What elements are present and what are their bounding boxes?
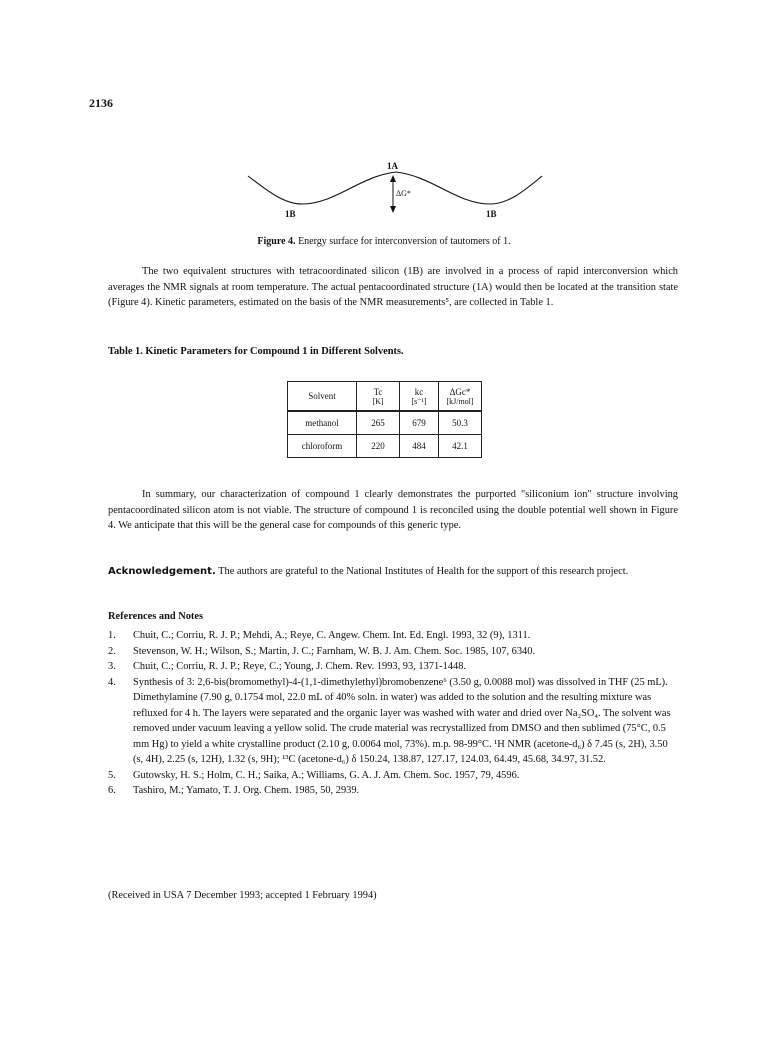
reference-number: 4. <box>108 676 116 688</box>
reference-number: 6. <box>108 785 116 796</box>
figure-label-1a: 1A <box>387 161 398 171</box>
received-note: (Received in USA 7 December 1993; accepted 1 February 1994) <box>108 890 377 901</box>
table-cell: 220 <box>357 435 400 458</box>
figure-caption-label: Figure 4. <box>257 236 296 247</box>
table-cell: methanol <box>288 411 357 435</box>
table-cell: 265 <box>357 411 400 435</box>
table-cell: 484 <box>400 435 439 458</box>
reference-number: 5. <box>108 769 116 781</box>
references-heading: References and Notes <box>108 611 204 622</box>
reference-item <box>108 628 678 644</box>
figure-label-delta-g: ΔG* <box>396 189 411 198</box>
reference-text: Synthesis of 3: 2,6-bis(bromomethyl)-4-(1,1-dimethylethyl)bromobenzene⁶ (3.50 g, 0.0088 mol) was dissolved in THF (25 mL). Dimethylamine (7.90 g, 0.1754 mol, 22.0 mL of 40% soln. in water) was added to the solution and the resulting mixture was refluxed for 4 h. The layers were separated and the organic layer was washed with water and dried over Na₂SO₄. The solvent was removed under vacuum leaving a yellow solid. The crude material was recrystallized from DMSO and then sublimed (75°C, 0.5 mm Hg) to yield a white crystalline product (2.10 g, 0.0064 mol, 73%). m.p. 98-99°C. ¹H NMR (acetone-d₆) δ 7.45 (s, 2H), 3.50 (s, 4H), 2.25 (s, 12H), 1.32 (s, 9H); ¹³C (acetone-d₆) δ 150.24, 138.87, 127.17, 124.03, 64.49, 45.68, 34.97, 31.52. <box>133 676 671 765</box>
reference-item <box>108 675 678 768</box>
delta-g-arrow-head-down <box>390 206 396 213</box>
figure-caption-text: Energy surface for interconversion of tautomers of 1. <box>295 236 511 247</box>
table-cell: 679 <box>400 411 439 435</box>
reference-item <box>108 768 678 784</box>
reference-text: Tashiro, M.; Yamato, T. J. Org. Chem. 1985, 50, 2939. <box>133 785 360 796</box>
acknowledgement-text: The authors are grateful to the National Institutes of Health for the support of this research project. <box>215 566 629 577</box>
figure-label-1b-right: 1B <box>486 209 497 219</box>
header-tc: Tc [K] <box>357 382 400 412</box>
acknowledgement <box>108 564 678 580</box>
energy-surface-figure <box>240 158 550 228</box>
table-cell: 42.1 <box>439 435 482 458</box>
reference-text: Stevenson, W. H.; Wilson, S.; Martin, J. C.; Farnham, W. B. J. Am. Chem. Soc. 1985, 107, 6340. <box>133 645 536 657</box>
energy-curve <box>248 172 542 204</box>
reference-number: 2. <box>108 645 116 657</box>
figure-caption <box>0 236 768 247</box>
reference-number: 3. <box>108 661 116 672</box>
table-title: Table 1. Kinetic Parameters for Compound 1 in Different Solvents. <box>108 346 404 357</box>
acknowledgement-label: Acknowledgement. <box>108 566 216 577</box>
reference-text: Gutowsky, H. S.; Holm, C. H.; Saika, A.; Williams, G. A. J. Am. Chem. Soc. 1957, 79, 4596. <box>133 769 520 781</box>
page-number: 2136 <box>89 96 113 110</box>
table-header-row <box>288 382 482 412</box>
reference-text: Chuit, C.; Corriu, R. J. P.; Mehdi, A.; Reye, C. Angew. Chem. Int. Ed. Engl. 1993, 32 (9), 1311. <box>133 630 531 641</box>
figure-label-1b-left: 1B <box>285 209 296 219</box>
reference-item <box>108 644 678 660</box>
table-row <box>288 411 482 435</box>
header-delta-g: ΔGc* [kJ/mol] <box>439 382 482 412</box>
paragraph-interconversion: The two equivalent structures with tetracoordinated silicon (1B) are involved in a process of rapid interconversion which averages the NMR signals at room temperature. The actual pentacoordinated structure (1A) would then be located at the transition state (Figure 4). Kinetic parameters, estimated on the basis of the NMR measurements⁵, are collected in Table 1. <box>108 266 678 308</box>
reference-item <box>108 783 678 799</box>
table-row <box>288 435 482 458</box>
table-cell: 50.3 <box>439 411 482 435</box>
kinetic-parameters-table <box>287 381 482 458</box>
paragraph-summary: In summary, our characterization of compound 1 clearly demonstrates the purported "siliconium ion" structure involving pentacoordinated silicon atom is not viable. The structure of compound 1 is reconciled using the double potential well shown in Figure 4. We anticipate that this will be the general case for compounds of this generic type. <box>108 489 678 531</box>
header-solvent: Solvent <box>288 382 357 412</box>
header-kc: kc [s⁻¹] <box>400 382 439 412</box>
reference-item <box>108 659 678 675</box>
references-list <box>108 628 678 799</box>
reference-number: 1. <box>108 630 116 641</box>
table-cell: chloroform <box>288 435 357 458</box>
reference-text: Chuit, C.; Corriu, R. J. P.; Reye, C.; Young, J. Chem. Rev. 1993, 93, 1371-1448. <box>133 661 467 672</box>
delta-g-arrow-head-up <box>390 175 396 182</box>
